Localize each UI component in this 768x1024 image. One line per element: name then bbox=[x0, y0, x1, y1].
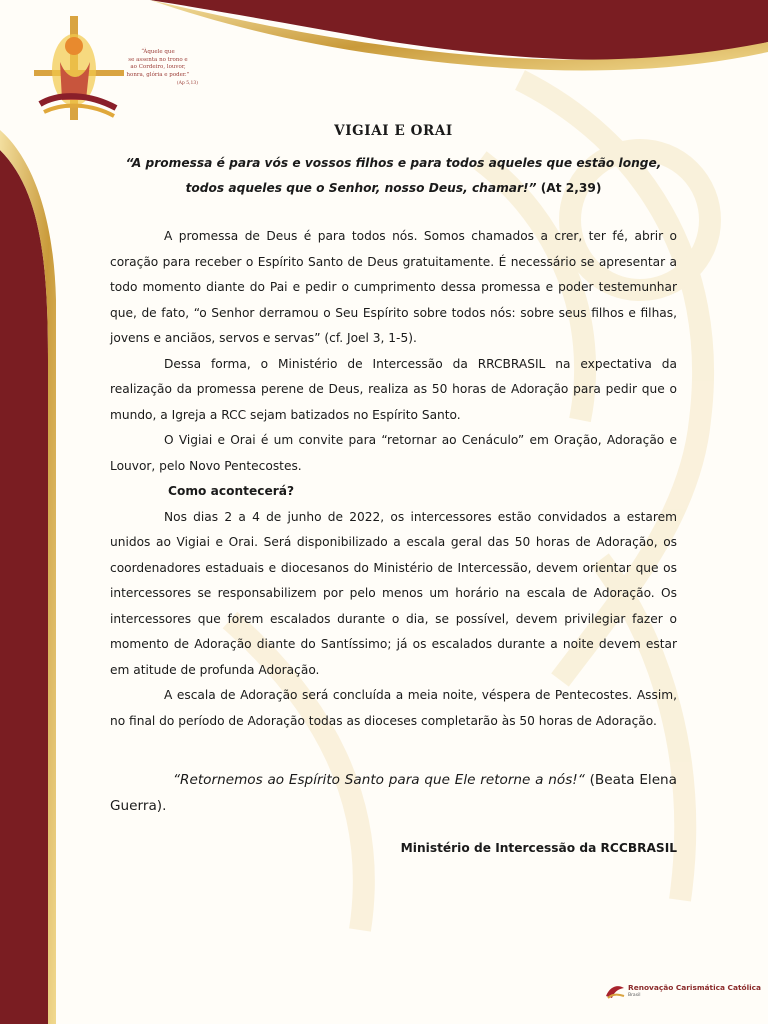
closing-quote-text: “Retornemos ao Espírito Santo para que Ele retorne a nós!“ bbox=[173, 772, 585, 788]
logo-quote-line-2: se assenta no trono e bbox=[128, 56, 188, 63]
paragraph-2: Dessa forma, o Ministério de Intercessão da RRCBRASIL na expectativa da realização da promessa perene de Deus, realiza as 50 horas de Adoração para pedir que o mundo, a Igreja a RCC sejam batizados no Espírito Santo. bbox=[110, 356, 677, 422]
top-maroon-band bbox=[150, 0, 768, 60]
paragraph-5: A escala de Adoração será concluída a meia noite, véspera de Pentecostes. Assim, no final do período de Adoração todas as dioceses completarão às 50 horas de Adoração. bbox=[110, 688, 677, 728]
left-maroon-band bbox=[0, 150, 48, 1024]
logo-quote-line-1: “Àquele que bbox=[141, 49, 175, 55]
paragraph-4: Nos dias 2 a 4 de junho de 2022, os intercessores estão convidados a estarem unidos ao Vigiai e Orai. Será disponibilizado a escala geral das 50 horas de Adoração, os coordenadores estaduais e diocesanos do Ministério de Intercessão, devem orientar que os intercessores se responsabilizem por pelo menos um horário na escala de Adoração. Os intercessores que forem escalados durante o dia, se possível, devem privilegiar fazer o momento de Adoração diante do Santíssimo; já os escalados durante a noite devem estar em atitude de profunda Adoração. bbox=[110, 509, 677, 677]
logo-quote-line-3: ao Cordeiro, louvor, bbox=[130, 64, 186, 71]
footer-brand bbox=[628, 984, 761, 1000]
document-content bbox=[110, 120, 677, 855]
signature: Ministério de Intercessão da RCCBRASIL bbox=[400, 841, 677, 855]
subheading: Como acontecerá? bbox=[168, 484, 295, 498]
logo-quote-reference: (Ap 5,13) bbox=[176, 81, 198, 87]
closing-quote bbox=[110, 767, 677, 819]
footer-rcc-logo bbox=[604, 980, 762, 1006]
logo-scripture-quote bbox=[118, 49, 198, 88]
document-body bbox=[110, 224, 677, 734]
document-title: VIGIAI E ORAI bbox=[334, 123, 453, 139]
paragraph-3: O Vigiai e Orai é um convite para “retornar ao Cenáculo” em Oração, Adoração e Louvor, pelo Novo Pentecostes. bbox=[110, 433, 677, 473]
footer-brand-name: Renovação Carismática Católica bbox=[628, 983, 762, 992]
paragraph-1: A promessa de Deus é para todos nós. Somos chamados a crer, ter fé, abrir o coração para receber o Espírito Santo de Deus gratuitamente. É necessário se apresentar a todo momento diante do Pai e pedir o cumprimento dessa promessa e poder testemunhar que, de fato, “o Senhor derramou o Seu Espírito sobre todos nós: sobre seus filhos e filhas, jovens e anciãos, servos e servas” (cf. Joel 3, 1-5). bbox=[110, 229, 677, 345]
dove-flame-icon bbox=[604, 980, 626, 1002]
epigraph-text: “A promessa é para vós e vossos filhos e para todos aqueles que estão longe, todos aqueles que o Senhor, nosso Deus, chamar!” bbox=[125, 156, 662, 195]
footer-brand-sub: Brasil bbox=[628, 993, 641, 998]
epigraph bbox=[110, 151, 677, 201]
closing-quote-attribution: (Beata Elena Guerra). bbox=[110, 772, 678, 814]
epigraph-reference: (At 2,39) bbox=[540, 181, 602, 195]
logo-quote-line-4: honra, glória e poder.” bbox=[126, 71, 190, 78]
